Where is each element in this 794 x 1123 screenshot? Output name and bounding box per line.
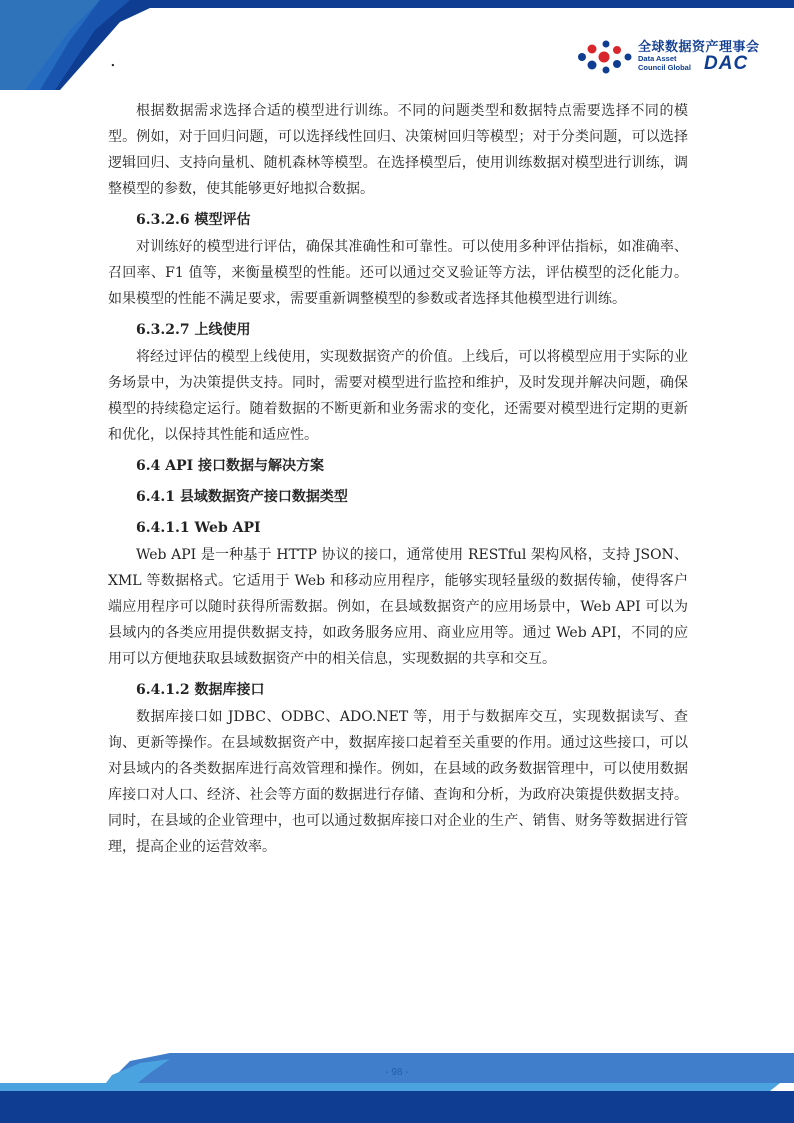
heading-6-3-2-6: 6.3.2.6 模型评估 xyxy=(136,212,251,228)
header-mark: . xyxy=(110,50,116,71)
logo-dots-icon xyxy=(576,38,638,74)
dac-logo xyxy=(576,36,776,76)
document-body xyxy=(108,98,688,860)
heading-6-4-1-2: 6.4.1.2 数据库接口 xyxy=(136,682,265,698)
heading-6-3-2-7: 6.3.2.7 上线使用 xyxy=(136,322,251,338)
logo-name-cn: 全球数据资产理事会 xyxy=(638,40,760,55)
logo-name-en-line2: Council Global xyxy=(638,63,691,72)
paragraph-model-evaluation: 对训练好的模型进行评估，确保其准确性和可靠性。可以使用多种评估指标，如准确率、召回率、F1 值等，来衡量模型的性能。还可以通过交叉验证等方法，评估模型的泛化能力。如果模型的性能不满足要求，需要重新调整模型的参数或者选择其他模型进行训练。 xyxy=(108,239,688,307)
footer-decoration xyxy=(0,1053,794,1123)
paragraph-deployment: 将经过评估的模型上线使用，实现数据资产的价值。上线后，可以将模型应用于实际的业务场景中，为决策提供支持。同时，需要对模型进行监控和维护，及时发现并解决问题，确保模型的持续稳定运行。随着数据的不断更新和业务需求的变化，还需要对模型进行定期的更新和优化，以保持其性能和适应性。 xyxy=(108,349,688,443)
logo-name-en-line1: Data Asset xyxy=(638,54,677,63)
paragraph-database-interface: 数据库接口如 JDBC、ODBC、ADO.NET 等，用于与数据库交互，实现数据读写、查询、更新等操作。在县域数据资产中，数据库接口起着至关重要的作用。通过这些接口，可以对县域内的各类数据库进行高效管理和操作。例如，在县域的政务数据管理中，可以使用数据库接口对人口、经济、社会等方面的数据进行存储、查询和分析，为政府决策提供数据支持。同时，在县域的企业管理中，也可以通过数据库接口对企业的生产、销售、财务等数据进行管理，提高企业的运营效率。 xyxy=(108,709,688,855)
heading-6-4-1-1: 6.4.1.1 Web API xyxy=(136,520,261,536)
heading-6-4: 6.4 API 接口数据与解决方案 xyxy=(136,458,325,474)
paragraph-web-api: Web API 是一种基于 HTTP 协议的接口，通常使用 RESTful 架构风格，支持 JSON、XML 等数据格式。它适用于 Web 和移动应用程序，能够实现轻量级的数据传输，使得客户端应用程序可以随时获得所需数据。例如，在县域数据资产的应用场景中，Web API 可以为县域内的各类应用提供数据支持，如政务服务应用、商业应用等。通过 Web API，不同的应用可以方便地获取县域数据资产中的相关信息，实现数据的共享和交互。 xyxy=(108,547,688,667)
logo-abbr: DAC xyxy=(704,53,749,74)
heading-6-4-1: 6.4.1 县域数据资产接口数据类型 xyxy=(136,489,348,505)
paragraph-model-training: 根据数据需求选择合适的模型进行训练。不同的问题类型和数据特点需要选择不同的模型。例如，对于回归问题，可以选择线性回归、决策树回归等模型；对于分类问题，可以选择逻辑回归、支持向量机、随机森林等模型。在选择模型后，使用训练数据对模型进行训练，调整模型的参数，使其能够更好地拟合数据。 xyxy=(108,103,688,197)
logo-name-en xyxy=(638,54,698,72)
